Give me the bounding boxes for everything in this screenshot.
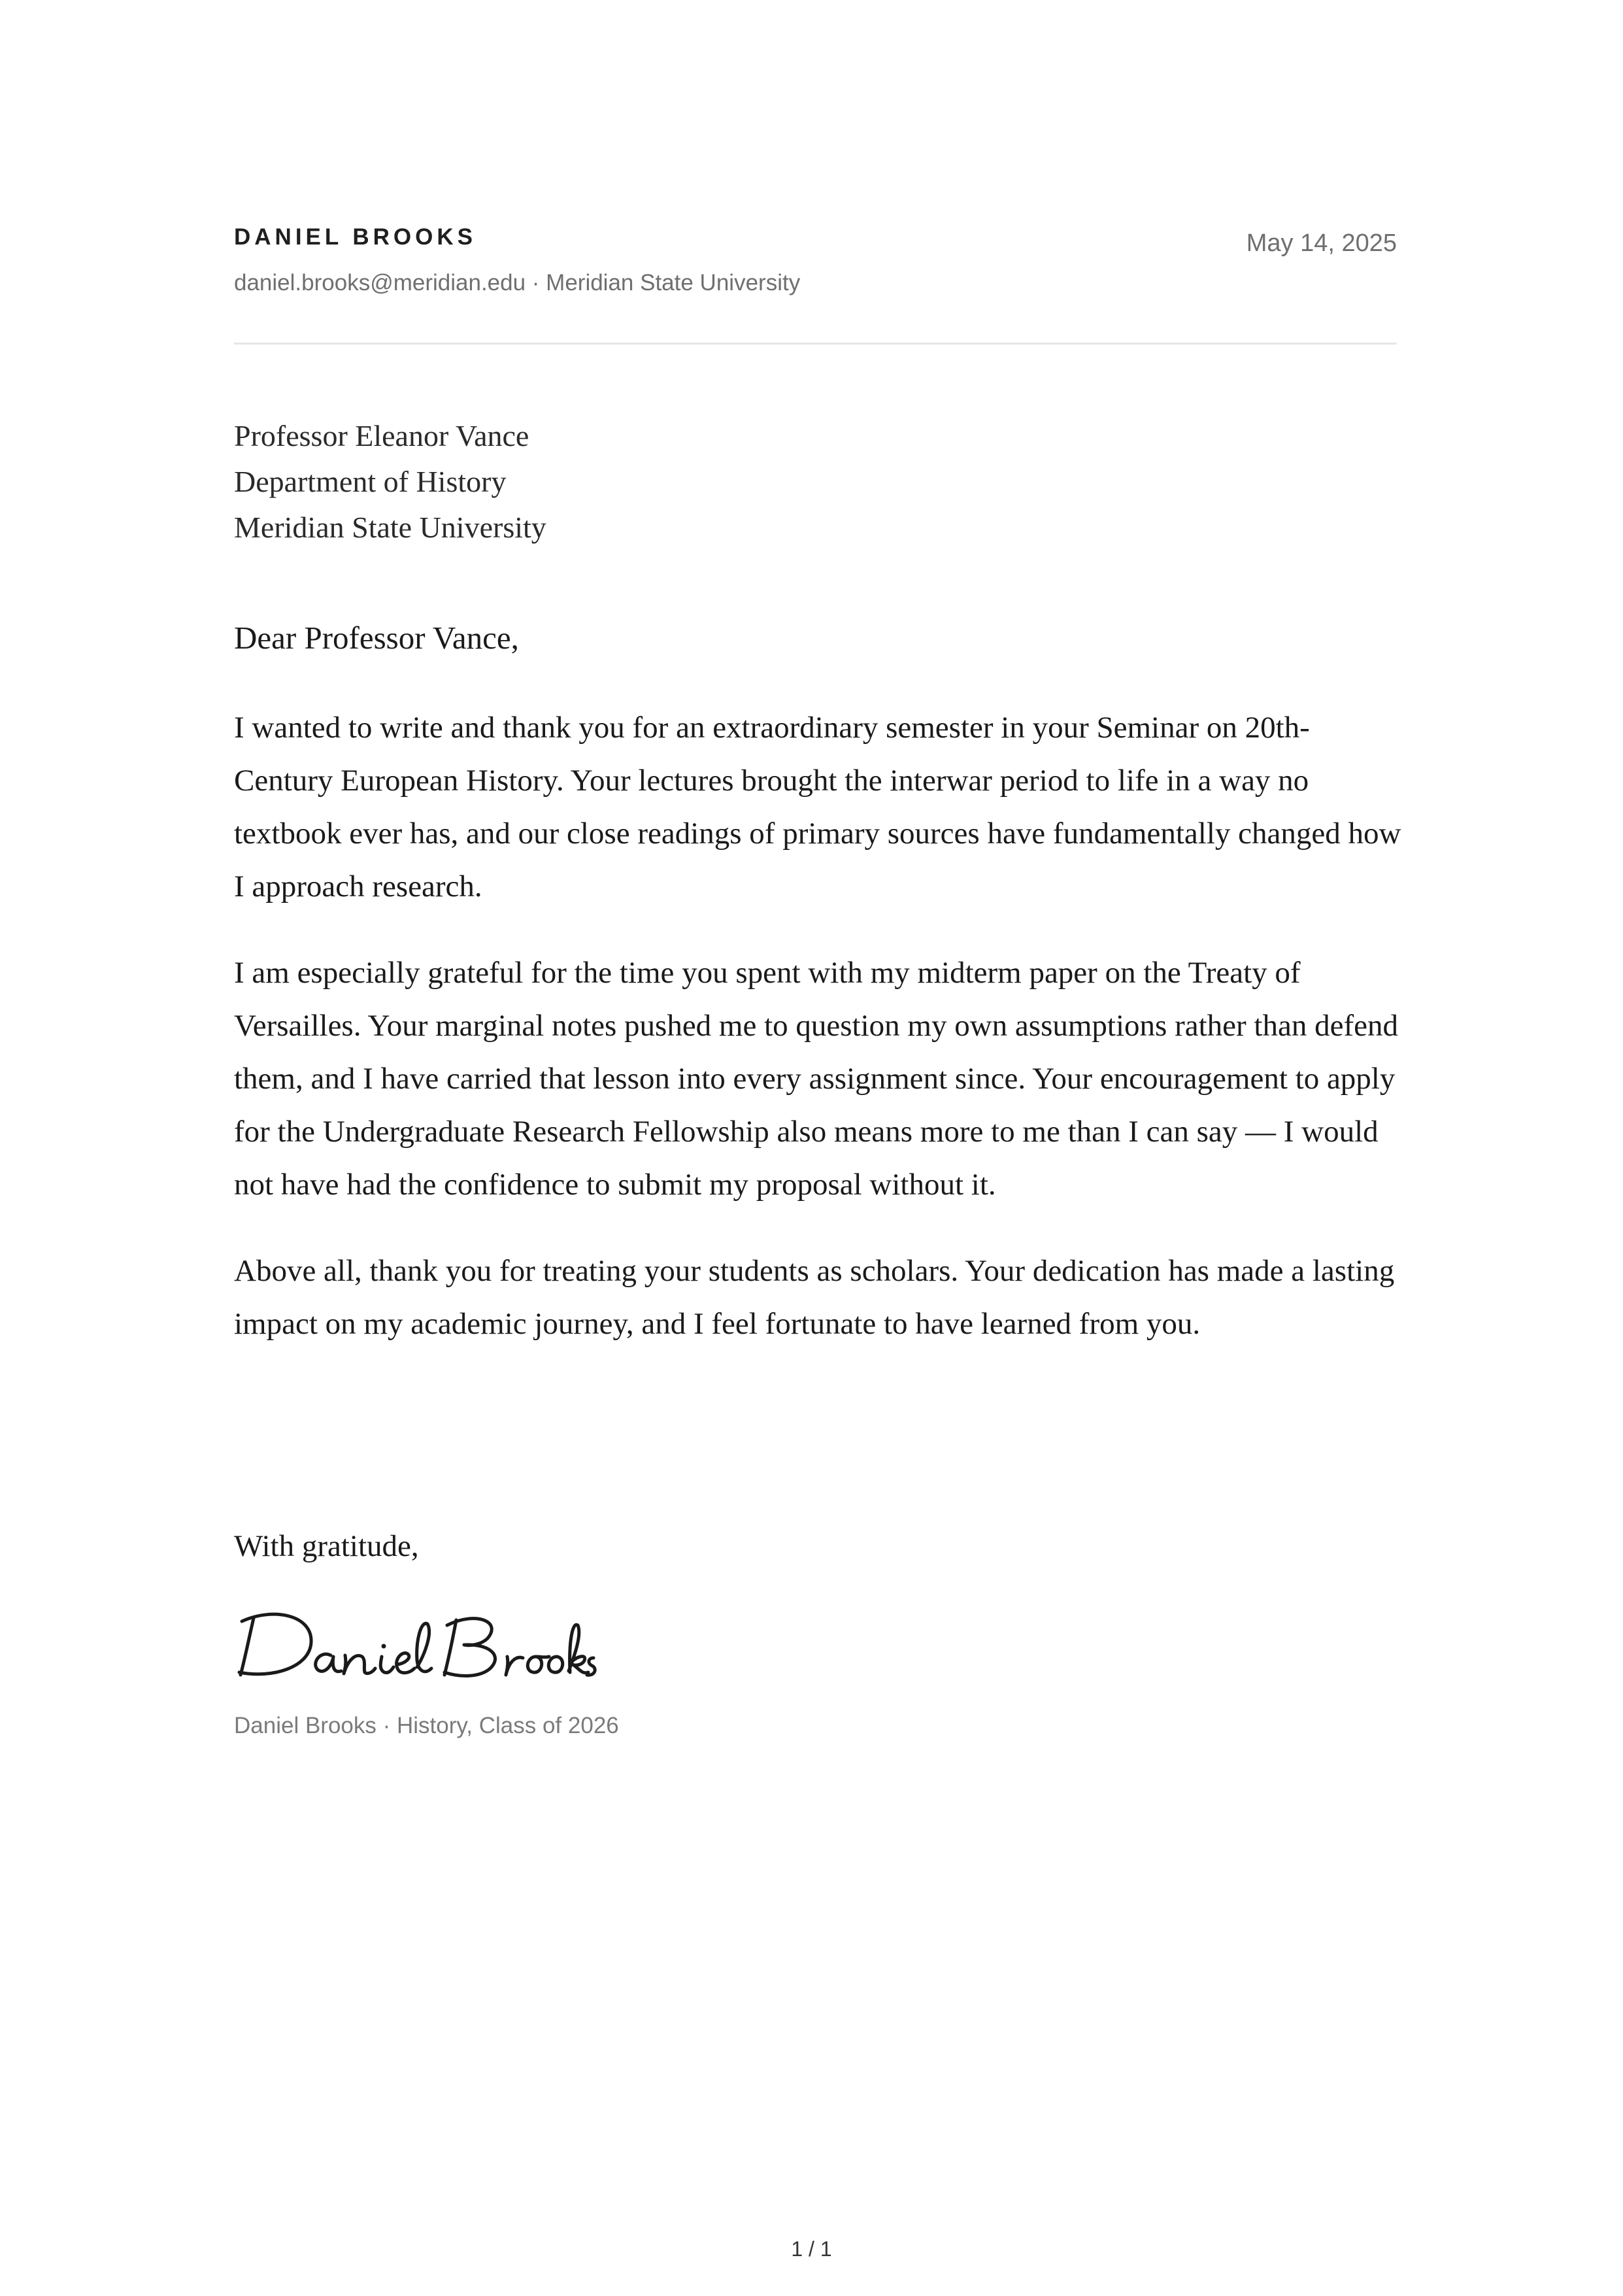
valediction: With gratitude, (234, 1529, 419, 1563)
recipient-block (234, 413, 546, 550)
signature-caption: Daniel Brooks · History, Class of 2026 (234, 1713, 619, 1738)
handwritten-signature (234, 1595, 600, 1687)
page-number: 1 / 1 (791, 2237, 832, 2261)
recipient-department: Department of History (234, 465, 507, 498)
sender-name: DANIEL BROOKS (234, 224, 477, 250)
recipient-institution: Meridian State University (234, 511, 546, 544)
letter-date: May 14, 2025 (1246, 229, 1397, 257)
header-divider (234, 343, 1397, 345)
body-paragraph: I wanted to write and thank you for an extraordinary semester in your Seminar on 20th-Century European History. Your lectures brought the interwar period to life in a way no textbook ever has, and our close readings of primary sources have fundamentally changed how I approach research. (234, 711, 1401, 903)
letter-body (234, 701, 1407, 1384)
body-paragraph: Above all, thank you for treating your students as scholars. Your dedication has made a lasting impact on my academic journey, and I feel fortunate to have learned from you. (234, 1254, 1395, 1341)
recipient-name: Professor Eleanor Vance (234, 419, 529, 452)
sender-contact: daniel.brooks@meridian.edu · Meridian State University (234, 270, 801, 295)
salutation: Dear Professor Vance, (234, 620, 519, 656)
body-paragraph: I am especially grateful for the time you spent with my midterm paper on the Treaty of Versailles. Your marginal notes pushed me to question my own assumptions rather than defend them, and I have carried that lesson into every assignment since. Your encouragement to apply for the Undergraduate Research Fellowship also means more to me than I can say — I would not have had the confidence to submit my proposal without it. (234, 956, 1398, 1202)
